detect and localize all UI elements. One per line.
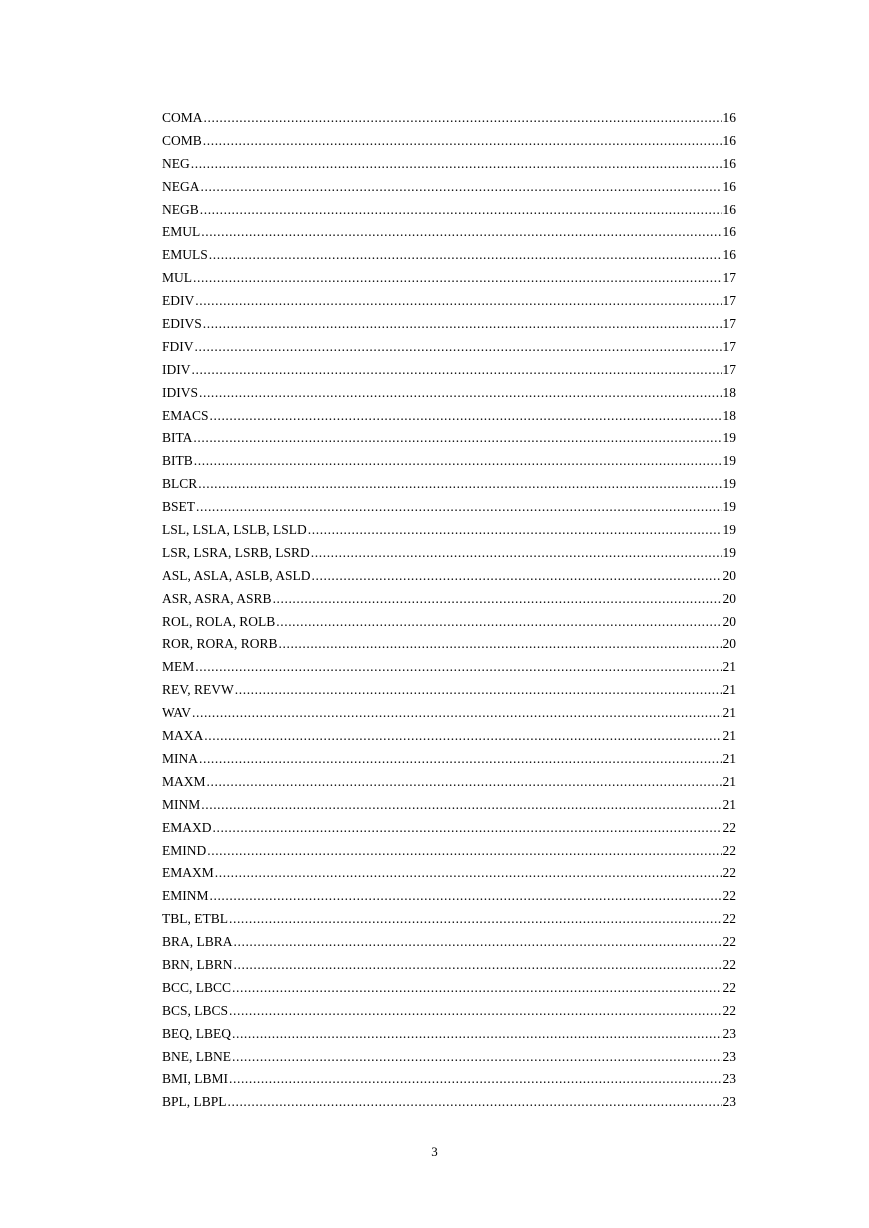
toc-entry-label: BEQ, LBEQ (162, 1025, 231, 1041)
page-number: 3 (431, 1144, 438, 1159)
toc-entry-label: ASL, ASLA, ASLB, ASLD (162, 567, 311, 583)
toc-entry-label: BMI, LBMI (162, 1071, 229, 1087)
toc-entry-label: ROL, ROLA, ROLB (162, 613, 276, 629)
toc-dot-leader (192, 702, 721, 725)
toc-dot-leader (198, 473, 721, 496)
toc-entry[interactable] (162, 496, 736, 519)
toc-entry-page-number: 16 (722, 224, 736, 240)
toc-entry-label: NEGA (162, 178, 200, 194)
toc-dot-leader (235, 679, 722, 702)
toc-entry-page-number: 16 (722, 110, 736, 125)
toc-entry-page-number: 22 (722, 911, 736, 927)
toc-dot-leader (228, 1091, 722, 1114)
toc-dot-leader (193, 267, 722, 290)
table-of-contents (162, 107, 736, 1114)
toc-entry-page-number: 19 (722, 544, 736, 560)
toc-entry[interactable] (162, 702, 736, 725)
toc-entry-label: LSR, LSRA, LSRB, LSRD (162, 544, 310, 560)
toc-dot-leader (195, 656, 721, 679)
toc-entry-label: ASR, ASRA, ASRB (162, 590, 272, 606)
toc-entry[interactable] (162, 313, 736, 336)
toc-entry[interactable] (162, 1046, 736, 1069)
toc-dot-leader (213, 817, 722, 840)
toc-entry-page-number: 20 (722, 613, 736, 629)
toc-entry[interactable] (162, 1068, 736, 1091)
toc-entry-label: BSET (162, 499, 196, 515)
toc-entry-page-number: 17 (722, 361, 736, 377)
toc-entry-label: MINA (162, 750, 198, 766)
toc-entry-label: BNE, LBNE (162, 1048, 231, 1064)
toc-entry[interactable] (162, 1000, 736, 1023)
toc-entry[interactable] (162, 611, 736, 634)
toc-entry-page-number: 21 (722, 750, 736, 766)
toc-dot-leader (229, 1068, 721, 1091)
toc-dot-leader (229, 908, 722, 931)
toc-entry[interactable] (162, 130, 736, 153)
toc-entry-page-number: 21 (722, 682, 736, 698)
toc-entry-page-number: 23 (722, 1094, 736, 1110)
toc-entry[interactable] (162, 244, 736, 267)
toc-dot-leader (215, 862, 722, 885)
toc-entry[interactable] (162, 176, 736, 199)
toc-entry[interactable] (162, 885, 736, 908)
toc-entry-label: MINM (162, 796, 201, 812)
toc-entry-page-number: 18 (722, 407, 736, 423)
toc-dot-leader (210, 405, 722, 428)
toc-entry-label: ROR, RORA, RORB (162, 636, 278, 652)
toc-dot-leader (196, 496, 721, 519)
toc-entry[interactable] (162, 656, 736, 679)
toc-entry-page-number: 22 (722, 934, 736, 950)
toc-entry-page-number: 21 (722, 796, 736, 812)
toc-entry[interactable] (162, 931, 736, 954)
toc-entry-label: BITA (162, 430, 193, 446)
toc-entry[interactable] (162, 153, 736, 176)
toc-entry-page-number: 21 (722, 728, 736, 744)
toc-entry[interactable] (162, 542, 736, 565)
toc-entry[interactable] (162, 519, 736, 542)
toc-dot-leader (195, 336, 722, 359)
toc-entry[interactable] (162, 840, 736, 863)
toc-entry-label: EMUL (162, 224, 201, 240)
toc-entry-label: EDIVS (162, 316, 202, 332)
toc-entry-label: EMIND (162, 842, 207, 858)
toc-entry[interactable] (162, 588, 736, 611)
toc-entry-label: EMACS (162, 407, 209, 423)
toc-entry[interactable] (162, 954, 736, 977)
toc-entry[interactable] (162, 221, 736, 244)
toc-entry-label: IDIV (162, 361, 191, 377)
toc-entry-page-number: 17 (722, 270, 736, 286)
toc-dot-leader (209, 244, 722, 267)
toc-entry[interactable] (162, 1091, 736, 1114)
toc-entry-page-number: 19 (722, 499, 736, 515)
toc-entry[interactable] (162, 565, 736, 588)
toc-entry[interactable] (162, 199, 736, 222)
toc-dot-leader (200, 199, 722, 222)
toc-entry[interactable] (162, 382, 736, 405)
toc-entry[interactable] (162, 748, 736, 771)
toc-entry-label: NEGB (162, 201, 199, 217)
toc-entry-page-number: 17 (722, 293, 736, 309)
toc-entry[interactable] (162, 725, 736, 748)
toc-dot-leader (229, 1000, 721, 1023)
toc-entry[interactable] (162, 290, 736, 313)
toc-entry-label: EMAXD (162, 819, 212, 835)
toc-entry[interactable] (162, 679, 736, 702)
toc-dot-leader (276, 611, 721, 634)
toc-dot-leader (191, 153, 722, 176)
toc-entry-label: MAXM (162, 773, 206, 789)
toc-entry-label: EMAXM (162, 865, 214, 881)
toc-dot-leader (232, 1046, 722, 1069)
toc-dot-leader (204, 725, 721, 748)
toc-entry[interactable] (162, 1023, 736, 1046)
toc-entry-page-number: 22 (722, 865, 736, 881)
toc-dot-leader (201, 221, 721, 244)
toc-entry[interactable] (162, 633, 736, 656)
toc-entry-page-number: 19 (722, 453, 736, 469)
toc-entry[interactable] (162, 794, 736, 817)
toc-dot-leader (312, 565, 722, 588)
toc-entry-page-number: 22 (722, 842, 736, 858)
toc-entry-label: MUL (162, 270, 192, 286)
toc-entry[interactable] (162, 336, 736, 359)
toc-dot-leader (311, 542, 722, 565)
toc-entry-page-number: 23 (722, 1071, 736, 1087)
toc-entry[interactable] (162, 359, 736, 382)
toc-entry-page-number: 16 (722, 132, 736, 148)
toc-dot-leader (210, 885, 722, 908)
toc-entry-label: COMB (162, 132, 202, 148)
toc-dot-leader (234, 931, 722, 954)
toc-entry-label: MAXA (162, 728, 204, 744)
toc-entry-page-number: 22 (722, 1002, 736, 1018)
toc-entry-page-number: 22 (722, 956, 736, 972)
toc-dot-leader (192, 359, 722, 382)
toc-entry[interactable] (162, 473, 736, 496)
toc-entry-page-number: 19 (722, 430, 736, 446)
toc-dot-leader (194, 450, 722, 473)
toc-entry-page-number: 21 (722, 705, 736, 721)
toc-entry-page-number: 16 (722, 201, 736, 217)
toc-entry-page-number: 17 (722, 338, 736, 354)
toc-entry-label: MEM (162, 659, 195, 675)
toc-entry-page-number: 23 (722, 1025, 736, 1041)
toc-entry-page-number: 21 (722, 659, 736, 675)
toc-dot-leader (199, 748, 722, 771)
toc-entry-label: IDIVS (162, 384, 198, 400)
toc-entry-label: BLCR (162, 476, 198, 492)
toc-entry[interactable] (162, 771, 736, 794)
toc-entry-page-number: 16 (722, 178, 736, 194)
toc-entry-page-number: 22 (722, 979, 736, 995)
toc-dot-leader (195, 290, 721, 313)
toc-entry-label: COMA (162, 110, 203, 125)
toc-entry[interactable] (162, 107, 736, 130)
toc-entry[interactable] (162, 977, 736, 1000)
toc-dot-leader (232, 1023, 722, 1046)
toc-entry-page-number: 19 (722, 522, 736, 538)
toc-entry-label: EMINM (162, 888, 209, 904)
toc-entry-label: FDIV (162, 338, 194, 354)
toc-entry-label: REV, REVW (162, 682, 234, 698)
toc-entry-page-number: 23 (722, 1048, 736, 1064)
toc-entry-page-number: 19 (722, 476, 736, 492)
toc-entry-page-number: 17 (722, 316, 736, 332)
toc-dot-leader (273, 588, 722, 611)
toc-dot-leader (201, 794, 721, 817)
toc-entry-page-number: 22 (722, 888, 736, 904)
toc-entry[interactable] (162, 405, 736, 428)
toc-entry[interactable] (162, 427, 736, 450)
toc-entry[interactable] (162, 267, 736, 290)
toc-entry-label: BRN, LBRN (162, 956, 233, 972)
toc-entry-label: BITB (162, 453, 193, 469)
toc-dot-leader (234, 954, 722, 977)
toc-entry-page-number: 20 (722, 590, 736, 606)
toc-entry-page-number: 18 (722, 384, 736, 400)
toc-dot-leader (203, 313, 722, 336)
toc-dot-leader (308, 519, 722, 542)
toc-entry-page-number: 20 (722, 636, 736, 652)
toc-entry-label: EDIV (162, 293, 195, 309)
toc-dot-leader (207, 840, 721, 863)
toc-entry-label: WAV (162, 705, 192, 721)
toc-entry-label: LSL, LSLA, LSLB, LSLD (162, 522, 307, 538)
toc-entry-label: BRA, LBRA (162, 934, 233, 950)
toc-dot-leader (207, 771, 722, 794)
toc-entry-label: NEG (162, 155, 190, 171)
toc-dot-leader (232, 977, 721, 1000)
toc-entry-page-number: 21 (722, 773, 736, 789)
toc-dot-leader (193, 427, 721, 450)
toc-entry[interactable] (162, 817, 736, 840)
toc-entry-label: BCS, LBCS (162, 1002, 229, 1018)
toc-dot-leader (204, 107, 722, 130)
toc-entry-label: BCC, LBCC (162, 979, 232, 995)
toc-dot-leader (203, 130, 722, 153)
toc-entry[interactable] (162, 450, 736, 473)
toc-entry[interactable] (162, 862, 736, 885)
toc-entry-page-number: 16 (722, 247, 736, 263)
toc-entry-label: TBL, ETBL (162, 911, 228, 927)
toc-entry-label: BPL, LBPL (162, 1094, 227, 1110)
toc-dot-leader (279, 633, 722, 656)
toc-entry-page-number: 16 (722, 155, 736, 171)
toc-dot-leader (201, 176, 722, 199)
toc-entry-page-number: 20 (722, 567, 736, 583)
toc-entry-label: EMULS (162, 247, 208, 263)
toc-entry[interactable] (162, 908, 736, 931)
toc-dot-leader (199, 382, 722, 405)
toc-entry-page-number: 22 (722, 819, 736, 835)
